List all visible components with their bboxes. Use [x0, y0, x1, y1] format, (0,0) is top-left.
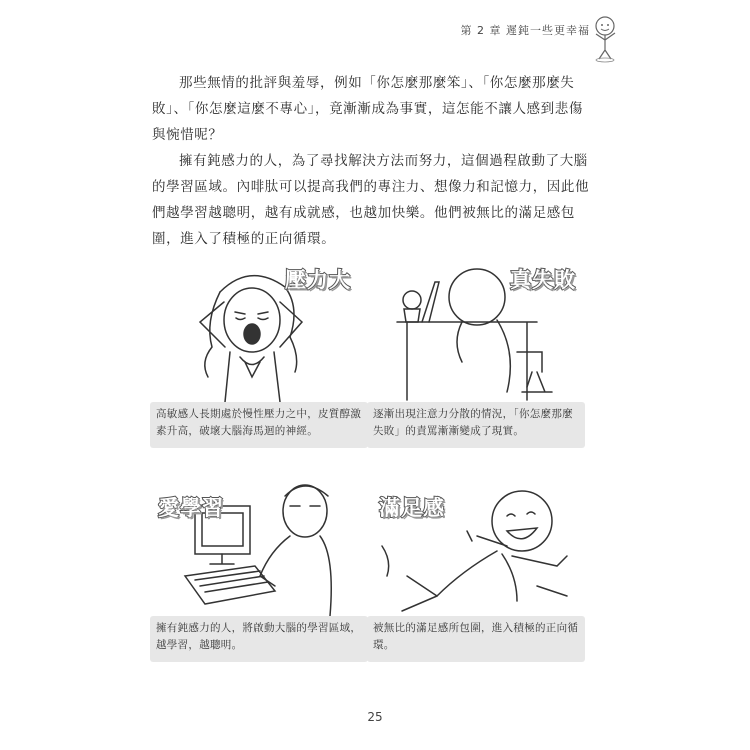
panel-caption: 擁有鈍感力的人，將啟動大腦的學習區域，越學習，越聰明。	[150, 616, 368, 662]
header-mascot-icon	[588, 14, 622, 62]
chapter-label: 第 2 章	[460, 24, 502, 37]
illustration-panel-learning	[150, 476, 368, 676]
panel-tag: 愛學習	[158, 496, 224, 520]
panel-tag: 真失敗	[510, 268, 576, 292]
paragraph: 擁有鈍感力的人，為了尋找解決方法而努力，這個過程啟動了大腦的學習區域。內啡肽可以提高我們的專注力、想像力和記憶力，因此他們越學習越聰明，越有成就感，也越加快樂。他們被無比的滿足感包圍，進入了積極的正向循環。	[152, 153, 590, 247]
page-number: 25	[367, 710, 383, 724]
illustration-panel-stress	[150, 262, 368, 462]
chapter-title: 遲鈍一些更幸福	[506, 24, 590, 37]
body-text	[152, 70, 592, 252]
panel-tag: 壓力大	[285, 268, 351, 292]
illustration-panel-failure	[367, 262, 585, 462]
panel-caption: 被無比的滿足感所包圍，進入積極的正向循環。	[367, 616, 585, 662]
paragraph: 那些無情的批評與羞辱，例如「你怎麼那麼笨」、「你怎麼那麼失敗」、「你怎麼這麼不專心」，竟漸漸成為事實，這怎能不讓人感到悲傷與惋惜呢？	[152, 75, 583, 143]
panel-caption: 逐漸出現注意力分散的情況，「你怎麼那麼失敗」的責罵漸漸變成了現實。	[367, 402, 585, 448]
panel-tag: 滿足感	[379, 496, 445, 520]
panel-caption: 高敏感人長期處於慢性壓力之中，皮質醇激素升高，破壞大腦海馬迴的神經。	[150, 402, 368, 448]
running-header	[461, 22, 591, 38]
illustration-panel-satisfaction	[367, 476, 585, 676]
